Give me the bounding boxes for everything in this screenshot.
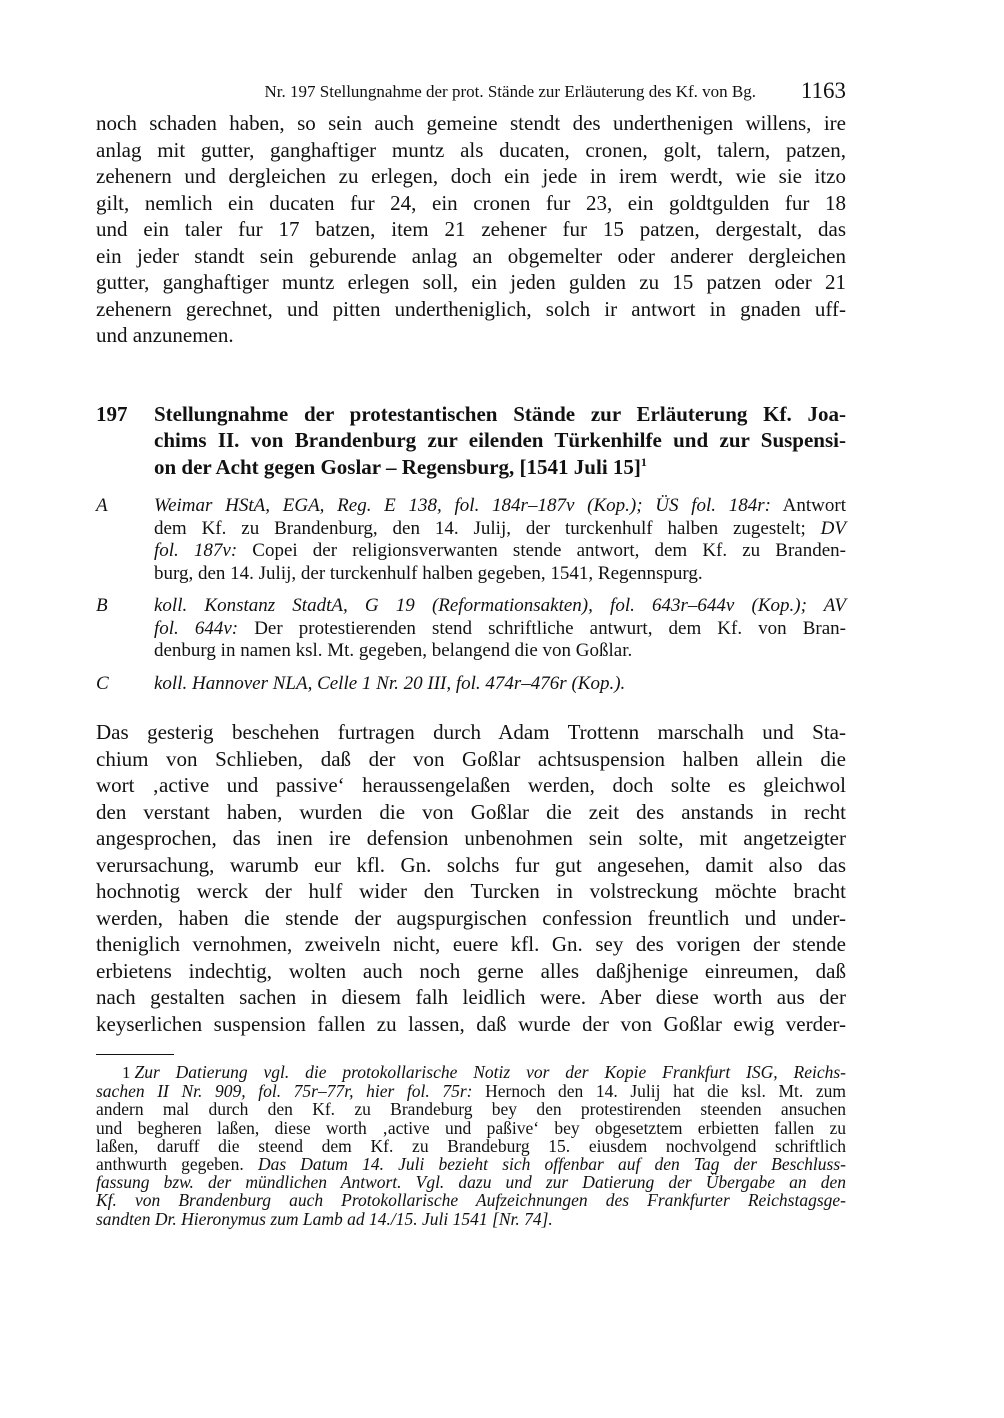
source-line (154, 673, 846, 696)
footnote-line (96, 1137, 846, 1155)
title-line: Stellungnahme der protestantischen Stände zur Erläuterung Kf. Joa- (154, 401, 846, 426)
body-line: theniglich vernohmen, zweiveln nicht, euere kfl. Gn. sey des vorigen der stende (96, 932, 846, 956)
body-line: keyserlichen suspension fallen zu lassen, daß wurde der von Goßlar ewig verder- (96, 1011, 846, 1036)
intro-line: ein jeder standt sein geburende anlag an obgemelter oder anderer dergleichen (96, 243, 846, 268)
source-line (154, 618, 846, 641)
page (96, 76, 846, 1228)
text-segment: burg, den 14. Julij, der turckenhulf halben gegeben, 1541, Regennspurg. (154, 562, 703, 584)
document-number: 197 (96, 401, 128, 426)
footnote-line (96, 1191, 846, 1209)
body-line: Das gesterig beschehen furtragen durch Adam Trottenn marschalh und Sta- (96, 720, 846, 744)
body-line: angesprochen, das inen ire defension unbenohmen sein solte, mit angetzeigter (96, 826, 846, 850)
intro-line: gutter, ganghaftiger muntz erlegen soll, ein jeden gulden zu 15 patzen oder 21 (96, 270, 846, 294)
source-line (154, 640, 846, 663)
document-title (154, 401, 846, 481)
footnote (96, 1063, 846, 1228)
italic-segment: DV (820, 517, 846, 539)
footnote-line (96, 1063, 846, 1082)
source-entry (96, 673, 846, 696)
italic-segment: sandten Dr. Hieronymus zum Lamb ad 14./15. Juli 1541 [Nr. 74]. (96, 1208, 553, 1229)
footnote-line (96, 1173, 846, 1191)
title-line: chims II. von Brandenburg zur eilenden Türkenhilfe und zur Suspensi- (154, 428, 846, 452)
source-line (154, 518, 846, 541)
source-line (154, 563, 846, 586)
italic-segment: Das Datum 14. Juli bezieht sich offenbar auf den Tag der Beschluss- (257, 1154, 846, 1175)
intro-line: anlag mit gutter, ganghaftiger muntz als ducaten, cronen, golt, talern, patzen, (96, 137, 846, 162)
text-segment: laßen, daruff die steend dem Kf. zu Brandeburg 15. eiusdem nochvolgend schriftlich (96, 1135, 846, 1156)
intro-line: und anzunemen. (96, 323, 234, 347)
italic-segment: koll. Hannover NLA, Celle 1 Nr. 20 III, fol. 474r–476r (Kop.). (154, 672, 626, 694)
intro-line: zehenern gerechnet, und pitten undertheniglich, solch ir antwort in gnaden uff- (96, 296, 846, 321)
running-title: Nr. 197 Stellungnahme der prot. Stände zur Erläuterung des Kf. von Bg. (264, 82, 756, 101)
intro-line: noch schaden haben, so sein auch gemeine stendt des underthenigen willens, ire (96, 111, 846, 135)
italic-segment: fassung bzw. der mündlichen Antwort. Vgl. dazu und zur Datierung der Übergabe an den (96, 1172, 846, 1193)
text-segment: denburg in namen ksl. Mt. gegeben, belangend die von Goßlar. (154, 640, 633, 661)
source-entry (96, 495, 846, 585)
running-header (96, 76, 846, 110)
italic-segment: Zur Datierung vgl. die protokollarische Notiz vor der Kopie Frankfurt ISG, Reichs- (134, 1062, 846, 1082)
footnote-separator (96, 1054, 174, 1055)
source-description (154, 673, 846, 696)
text-segment: und begheren laßen, diese worth ‚active und paßive‘ bey obgesetztem erbietten fallen zu (96, 1117, 846, 1138)
footnote-line (96, 1155, 846, 1173)
footnote-line (96, 1082, 846, 1100)
body-line: chium von Schlieben, daß der von Goßlar achtsuspension halben allein die (96, 746, 846, 771)
italic-segment: Kf. von Brandenburg auch Protokollarische Aufzeichnungen des Frankfurter Reichstagsge- (96, 1190, 846, 1211)
document-heading (96, 401, 846, 481)
italic-segment: Weimar HStA, EGA, Reg. E 138, fol. 184r–187v (Kop.); ÜS fol. 184r: (154, 495, 771, 516)
body-line: erbietens indechtig, wolten auch noch gerne alles daßjhenige einreumen, daß (96, 958, 846, 983)
source-line (154, 540, 846, 563)
body-line: den verstant haben, wurden die von Goßlar die zeit des anstands in recht (96, 799, 846, 824)
intro-line: und ein taler fur 17 batzen, item 21 zehener fur 15 patzen, dergestalt, das (96, 217, 846, 241)
text-segment: andern mal durch den Kf. zu Brandeburg bey den protestirenden steenden ansuchen (96, 1099, 846, 1120)
text-segment: Der protestierenden stend schriftliche antwurt, dem Kf. von Bran- (238, 617, 846, 639)
source-description (154, 595, 846, 663)
source-line (154, 595, 846, 618)
source-siglum: C (96, 672, 109, 694)
footnote-number: 1 (122, 1063, 131, 1082)
text-segment: anthwurth gegeben. (96, 1154, 258, 1175)
text-segment: dem Kf. zu Brandenburg, den 14. Julij, der turckenhulf halben zugestelt; (154, 517, 821, 539)
source-entry (96, 595, 846, 663)
main-text (96, 719, 846, 1037)
body-line: wort ‚active und passive‘ heraussengelaßen werden, doch solte es gleichwol (96, 773, 846, 797)
source-siglum: A (96, 495, 108, 516)
italic-segment: koll. Konstanz StadtA, G 19 (Reformationsakten), fol. 643r–644v (Kop.); AV (154, 595, 846, 616)
title-line: on der Acht gegen Goslar – Regensburg, [1541 Juli 15]$^1$ (154, 454, 647, 479)
body-line: werden, haben die stende der augspurgischen confession freuntlich und under- (96, 905, 846, 930)
text-segment: Copei der religionsverwanten stende antwort, dem Kf. zu Branden- (237, 540, 846, 561)
source-line (154, 495, 846, 518)
italic-segment: fol. 644v: (154, 617, 239, 639)
text-segment: Antwort (770, 495, 846, 516)
page-number: 1163 (800, 78, 846, 103)
text-segment: Hernoch den 14. Julij hat die ksl. Mt. zum (472, 1081, 846, 1102)
source-list (96, 495, 846, 695)
footnote-line (96, 1210, 846, 1228)
intro-line: zehenern und dergleichen zu erlegen, doch ein jede in irem werdt, wie sie itzo (96, 164, 846, 188)
body-line: hochnotig werck der hulf wider den Turcken in volstreckung möchte bracht (96, 879, 846, 903)
footnote-reference[interactable]: 1 (640, 454, 647, 469)
italic-segment: sachen II Nr. 909, fol. 75r–77r, hier fol. 75r: (96, 1081, 473, 1102)
body-line: verursachung, warumb eur kfl. Gn. solchs fur gut angesehen, damit also das (96, 852, 846, 877)
footnote-line (96, 1100, 846, 1118)
source-siglum: B (96, 595, 108, 616)
intro-line: gilt, nemlich ein ducaten fur 24, ein cronen fur 23, ein goldtgulden fur 18 (96, 190, 846, 215)
footnote-line (96, 1119, 846, 1137)
source-description (154, 495, 846, 585)
body-line: nach gestalten sachen in diesem falh leidlich were. Aber diese worth aus der (96, 985, 846, 1009)
intro-paragraph (96, 110, 846, 349)
italic-segment: fol. 187v: (154, 540, 238, 561)
